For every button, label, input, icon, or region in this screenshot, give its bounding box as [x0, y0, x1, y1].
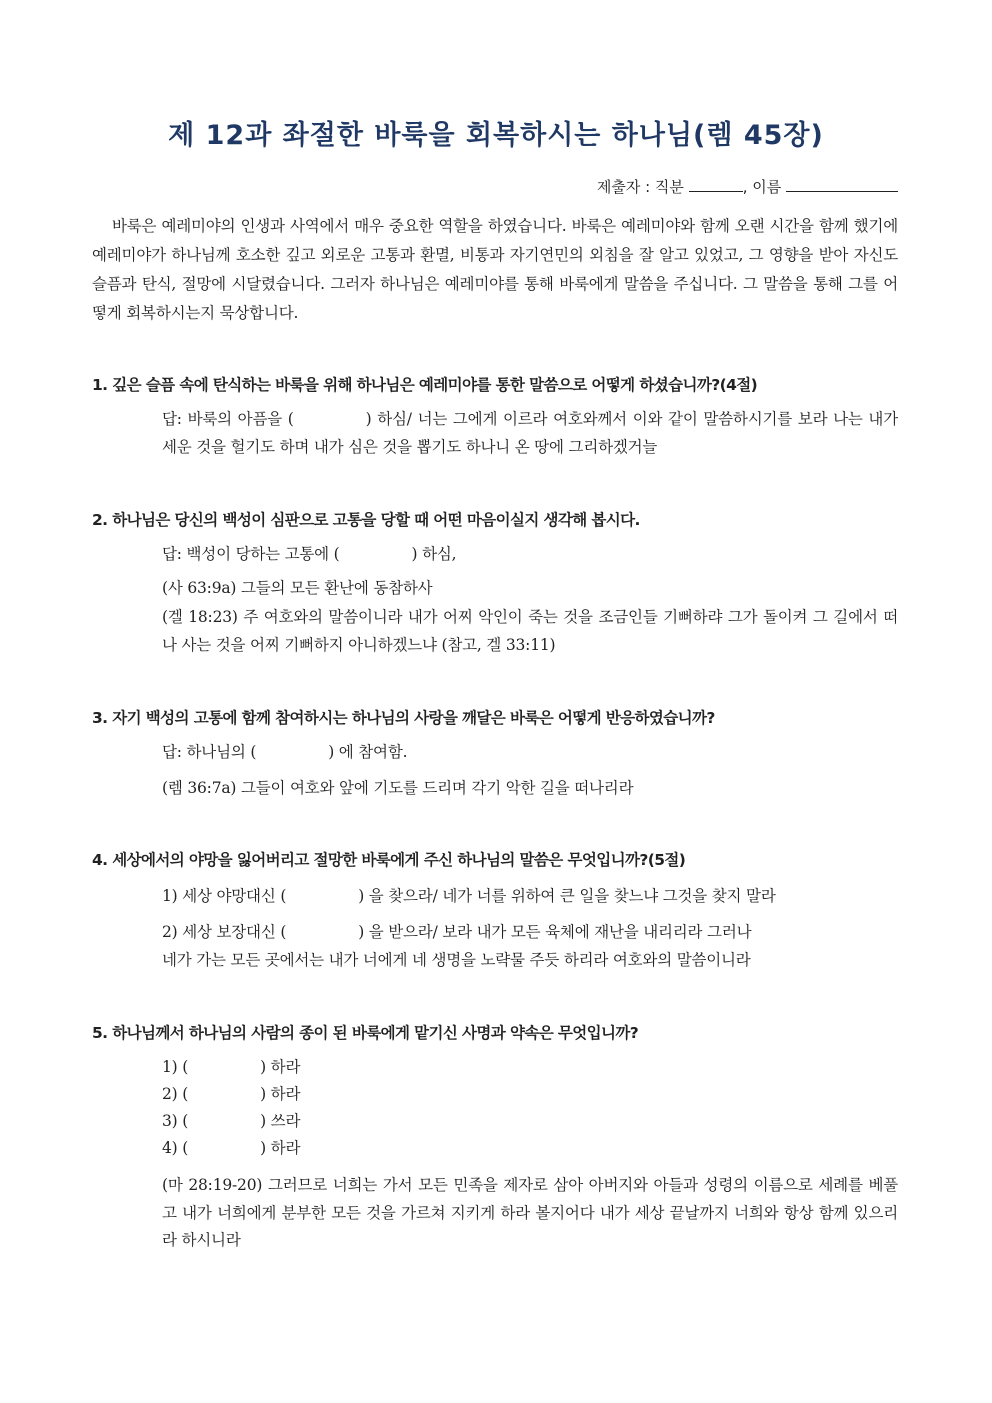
answer-3-ref: (렘 36:7a) 그들이 여호와 앞에 기도를 드리며 각기 악한 길을 떠나리라	[162, 779, 634, 797]
answer-5-item-2-text: ) 하라	[260, 1085, 301, 1103]
page-title: 제 12과 좌절한 바룩을 회복하시는 하나님(렘 45장)	[168, 120, 824, 151]
question-2: 2. 하나님은 당신의 백성이 심판으로 고통을 당할 때 어떤 마음이실지 생각해 봅시다.	[92, 511, 640, 529]
answer-2-prefix: 답: 백성이 당하는 고통에 (	[162, 545, 340, 563]
answer-4-item-2-prefix: 2) 세상 보장대신 (	[162, 923, 287, 941]
answer-5-item-1-text: ) 하라	[260, 1058, 301, 1076]
answer-5-item-1	[162, 1054, 898, 1082]
answer-5-item-3-text: ) 쓰라	[260, 1112, 301, 1130]
answer-5-item-2	[162, 1081, 898, 1109]
answer-5-item-3-prefix: 3) (	[162, 1112, 189, 1130]
answer-2-ref-1: (사 63:9a) 그들의 모든 환난에 동참하사	[162, 579, 433, 597]
answer-1-text: ) 하심/ 너는 그에게 이르라 여호와께서 이와 같이 말씀하시기를 보라 나는 내가 세운 것을 헐기도 하며 내가 심은 것을 뽑기도 하나니 온 땅에 그리하겠거늘	[162, 410, 898, 456]
name-label: , 이름	[742, 178, 782, 196]
answer-4-item-1	[162, 883, 898, 911]
intro-paragraph: 바룩은 예레미야의 인생과 사역에서 매우 중요한 역할을 하였습니다. 바룩은 예레미야와 함께 오랜 시간을 함께 했기에 예레미야가 하나님께 호소한 깊고 외로운 고통과 환멸, 비통과 자기연민의 외침을 잘 알고 있었고, 그 영향을 받아 자신도 슬픔과 탄식, 절망에 시달렸습니다. 그러자 하나님은 예레미야를 통해 바룩에게 말씀을 주십니다. 그 말씀을 통해 그를 어떻게 회복하시는지 묵상합니다.	[92, 217, 898, 322]
answer-3-text: ) 에 참여함.	[328, 743, 408, 761]
answer-5-item-1-prefix: 1) (	[162, 1058, 189, 1076]
position-label: 제출자 : 직분	[596, 178, 684, 196]
question-1: 1. 깊은 슬픔 속에 탄식하는 바룩을 위해 하나님은 예레미야를 통한 말씀으로 어떻게 하셨습니까?(4절)	[92, 376, 758, 394]
answer-5-item-4-prefix: 4) (	[162, 1139, 189, 1157]
answer-4-item-1-text: ) 을 찾으라/ 네가 너를 위하여 큰 일을 찾느냐 그것을 찾지 말라	[358, 887, 776, 905]
answer-5-item-2-prefix: 2) (	[162, 1085, 189, 1103]
question-4: 4. 세상에서의 야망을 잃어버리고 절망한 바룩에게 주신 하나님의 말씀은 무엇입니까?(5절)	[92, 851, 686, 869]
submitter-line	[597, 176, 898, 197]
answer-2-text: ) 하심,	[411, 545, 457, 563]
answer-1	[162, 406, 898, 461]
answer-4-item-1-prefix: 1) 세상 야망대신 (	[162, 887, 287, 905]
name-blank[interactable]	[786, 176, 898, 192]
answer-5-item-4-text: ) 하라	[260, 1139, 301, 1157]
answer-4-item-2-text: ) 을 받으라/ 보라 내가 모든 육체에 재난을 내리리라 그러나	[358, 923, 752, 941]
answer-2-ref-2: (겔 18:23) 주 여호와의 말씀이니라 내가 어찌 악인이 죽는 것을 조금인들 기뻐하랴 그가 돌이켜 그 길에서 떠나 사는 것을 어찌 기뻐하지 아니하겠느냐 (참고, 겔 33:11)	[162, 608, 898, 654]
answer-3-prefix: 답: 하나님의 (	[162, 743, 257, 761]
question-5: 5. 하나님께서 하나님의 사람의 종이 된 바룩에게 맡기신 사명과 약속은 무엇입니까?	[92, 1024, 639, 1042]
answer-5-item-3	[162, 1108, 898, 1136]
answer-5-ref: (마 28:19-20) 그러므로 너희는 가서 모든 민족을 제자로 삼아 아버지와 아들과 성령의 이름으로 세례를 베풀고 내가 너희에게 분부한 모든 것을 가르쳐 지키게 하라 볼지어다 내가 세상 끝날까지 너희와 항상 함께 있으리라 하시니라	[162, 1176, 898, 1249]
answer-1-prefix: 답: 바룩의 아픔을 (	[162, 410, 294, 428]
answer-3	[162, 739, 898, 767]
answer-5-item-4	[162, 1135, 898, 1163]
answer-4-item-2-cont: 네가 가는 모든 곳에서는 내가 너에게 네 생명을 노략물 주듯 하리라 여호와의 말씀이니라	[162, 951, 751, 969]
question-3: 3. 자기 백성의 고통에 함께 참여하시는 하나님의 사랑을 깨달은 바룩은 어떻게 반응하였습니까?	[92, 709, 715, 727]
position-blank[interactable]	[689, 176, 743, 192]
answer-2	[162, 541, 898, 569]
answer-4-item-2	[162, 919, 898, 947]
